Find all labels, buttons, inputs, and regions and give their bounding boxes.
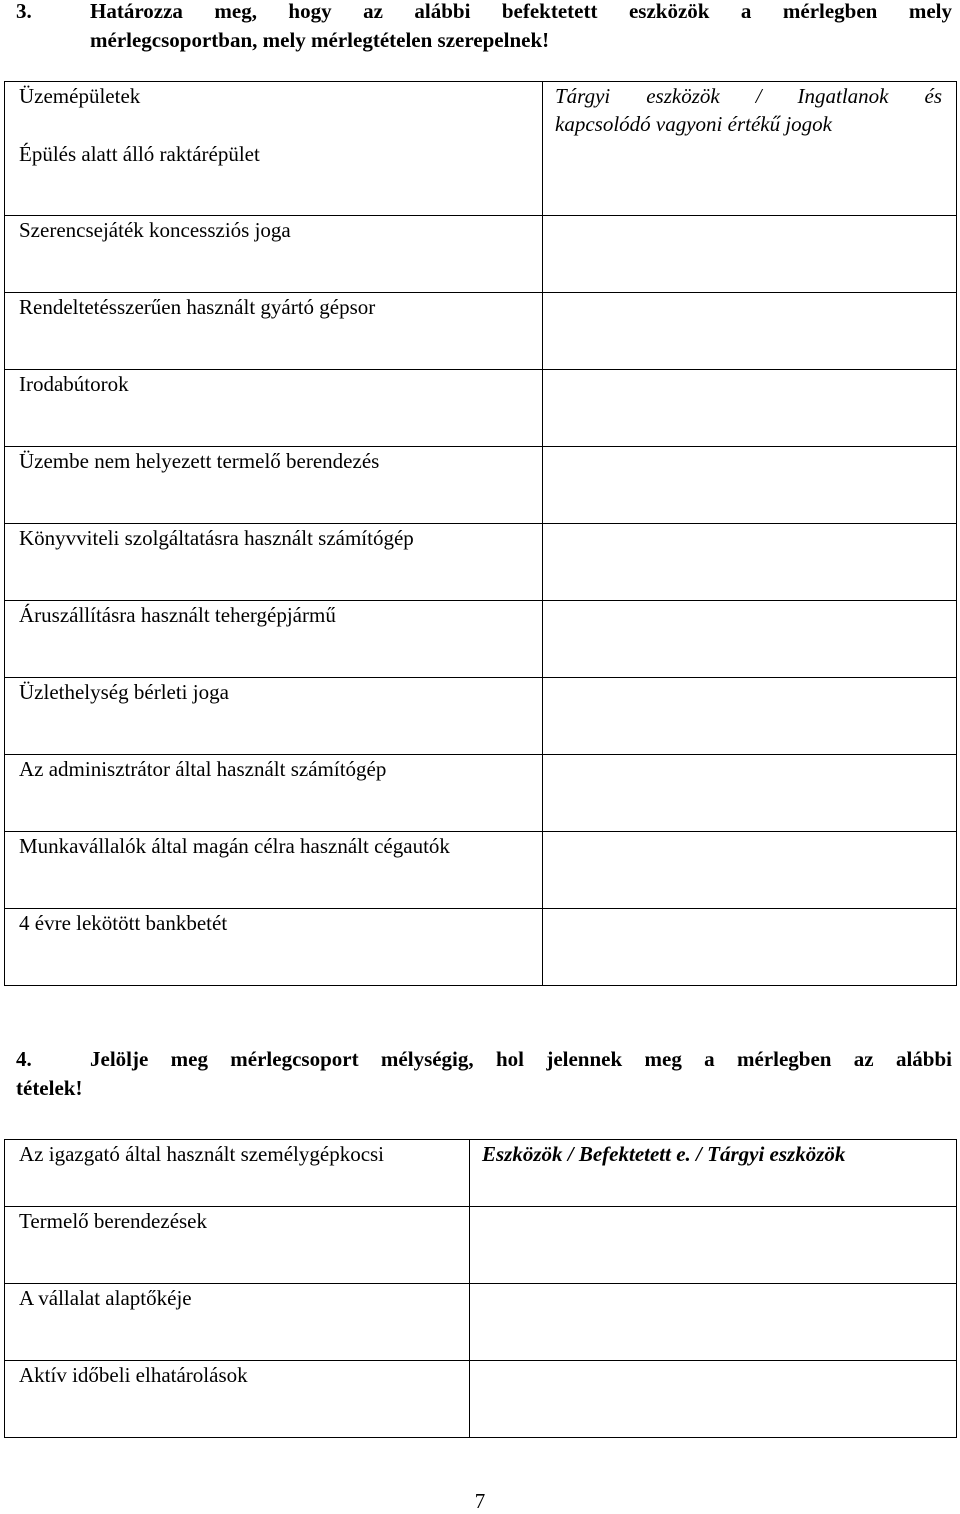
item-cell <box>5 524 543 601</box>
question-4-table <box>4 1139 957 1438</box>
answer-cell[interactable] <box>543 755 957 832</box>
table-row <box>5 1361 957 1438</box>
item-cell <box>5 678 543 755</box>
table-row <box>5 370 957 447</box>
item-label: Rendeltetésszerűen használt gyártó gépsor <box>19 295 376 319</box>
question-3-line-2 <box>16 26 952 54</box>
table-row <box>5 832 957 909</box>
answer-cell[interactable] <box>543 447 957 524</box>
question-3-line-1 <box>16 0 952 25</box>
item-cell <box>5 82 543 216</box>
table-row <box>5 909 957 986</box>
item-cell <box>5 832 543 909</box>
table-row <box>5 447 957 524</box>
table-row <box>5 755 957 832</box>
page-number: 7 <box>474 1489 486 1513</box>
item-cell <box>5 216 543 293</box>
answer-cell[interactable] <box>543 82 957 216</box>
item-label: Könyvviteli szolgáltatásra használt számítógép <box>19 526 414 550</box>
table-row <box>5 293 957 370</box>
item-cell <box>5 293 543 370</box>
question-4-line-2 <box>16 1074 952 1102</box>
question-3-number: 3. <box>16 0 32 23</box>
table-row <box>5 601 957 678</box>
item-label: Üzlethelység bérleti joga <box>19 680 229 704</box>
question-3-table <box>4 81 957 986</box>
answer-cell[interactable] <box>543 601 957 678</box>
item-label: Aktív időbeli elhatárolások <box>19 1363 248 1387</box>
question-3-text-line-1: Határozza meg, hogy az alábbi befektetett eszközök a mérlegben mely <box>90 0 952 23</box>
table-row <box>5 678 957 755</box>
question-3-text-line-2: mérlegcsoportban, mely mérlegtételen szerepelnek! <box>90 28 550 52</box>
table-row <box>5 1140 957 1207</box>
item-label: Munkavállalók által magán célra használt cégautók <box>19 834 450 858</box>
item-cell <box>5 601 543 678</box>
table-row <box>5 82 957 216</box>
question-4-text-line-2: tételek! <box>16 1076 83 1100</box>
item-label: Szerencsejáték koncessziós joga <box>19 218 291 242</box>
item-cell <box>5 1140 470 1207</box>
item-label: Az igazgató által használt személygépkocsi <box>19 1142 385 1166</box>
answer-cell[interactable] <box>543 832 957 909</box>
item-label: A vállalat alaptőkéje <box>19 1286 192 1310</box>
item-cell <box>5 1207 470 1284</box>
item-label: Áruszállításra használt tehergépjármű <box>19 603 336 627</box>
answer-cell[interactable]: Eszközök / Befektetett e. / Tárgyi eszközök <box>470 1140 957 1207</box>
answer-cell[interactable] <box>543 216 957 293</box>
item-cell <box>5 1361 470 1438</box>
answer-cell[interactable] <box>543 909 957 986</box>
item-cell <box>5 370 543 447</box>
item-label: Épülés alatt álló raktárépület <box>19 142 260 166</box>
question-4-text-line-1: Jelölje meg mérlegcsoport mélységig, hol jelennek meg a mérlegben az alábbi <box>90 1047 952 1071</box>
answer-text-line-1: Tárgyi eszközök / Ingatlanok és <box>555 84 942 108</box>
answer-cell[interactable] <box>543 293 957 370</box>
item-label: Üzembe nem helyezett termelő berendezés <box>19 449 380 473</box>
answer-cell[interactable] <box>543 370 957 447</box>
table-row <box>5 1284 957 1361</box>
answer-cell[interactable] <box>470 1207 957 1284</box>
item-cell <box>5 909 543 986</box>
item-label: Irodabútorok <box>19 372 129 396</box>
question-4-number: 4. <box>16 1047 32 1071</box>
table-row <box>5 524 957 601</box>
item-label: Termelő berendezések <box>19 1209 208 1233</box>
item-cell <box>5 447 543 524</box>
answer-text-line-2: kapcsolódó vagyoni értékű jogok <box>555 112 832 136</box>
item-label: Az adminisztrátor által használt számítógép <box>19 757 387 781</box>
answer-cell[interactable] <box>470 1284 957 1361</box>
answer-cell[interactable] <box>543 678 957 755</box>
item-label: Üzemépületek <box>19 84 141 108</box>
table-row <box>5 216 957 293</box>
answer-cell[interactable] <box>470 1361 957 1438</box>
table-row <box>5 1207 957 1284</box>
item-cell <box>5 1284 470 1361</box>
answer-cell[interactable] <box>543 524 957 601</box>
item-label: 4 évre lekötött bankbetét <box>19 911 228 935</box>
question-4-line-1 <box>16 1045 952 1073</box>
item-cell <box>5 755 543 832</box>
